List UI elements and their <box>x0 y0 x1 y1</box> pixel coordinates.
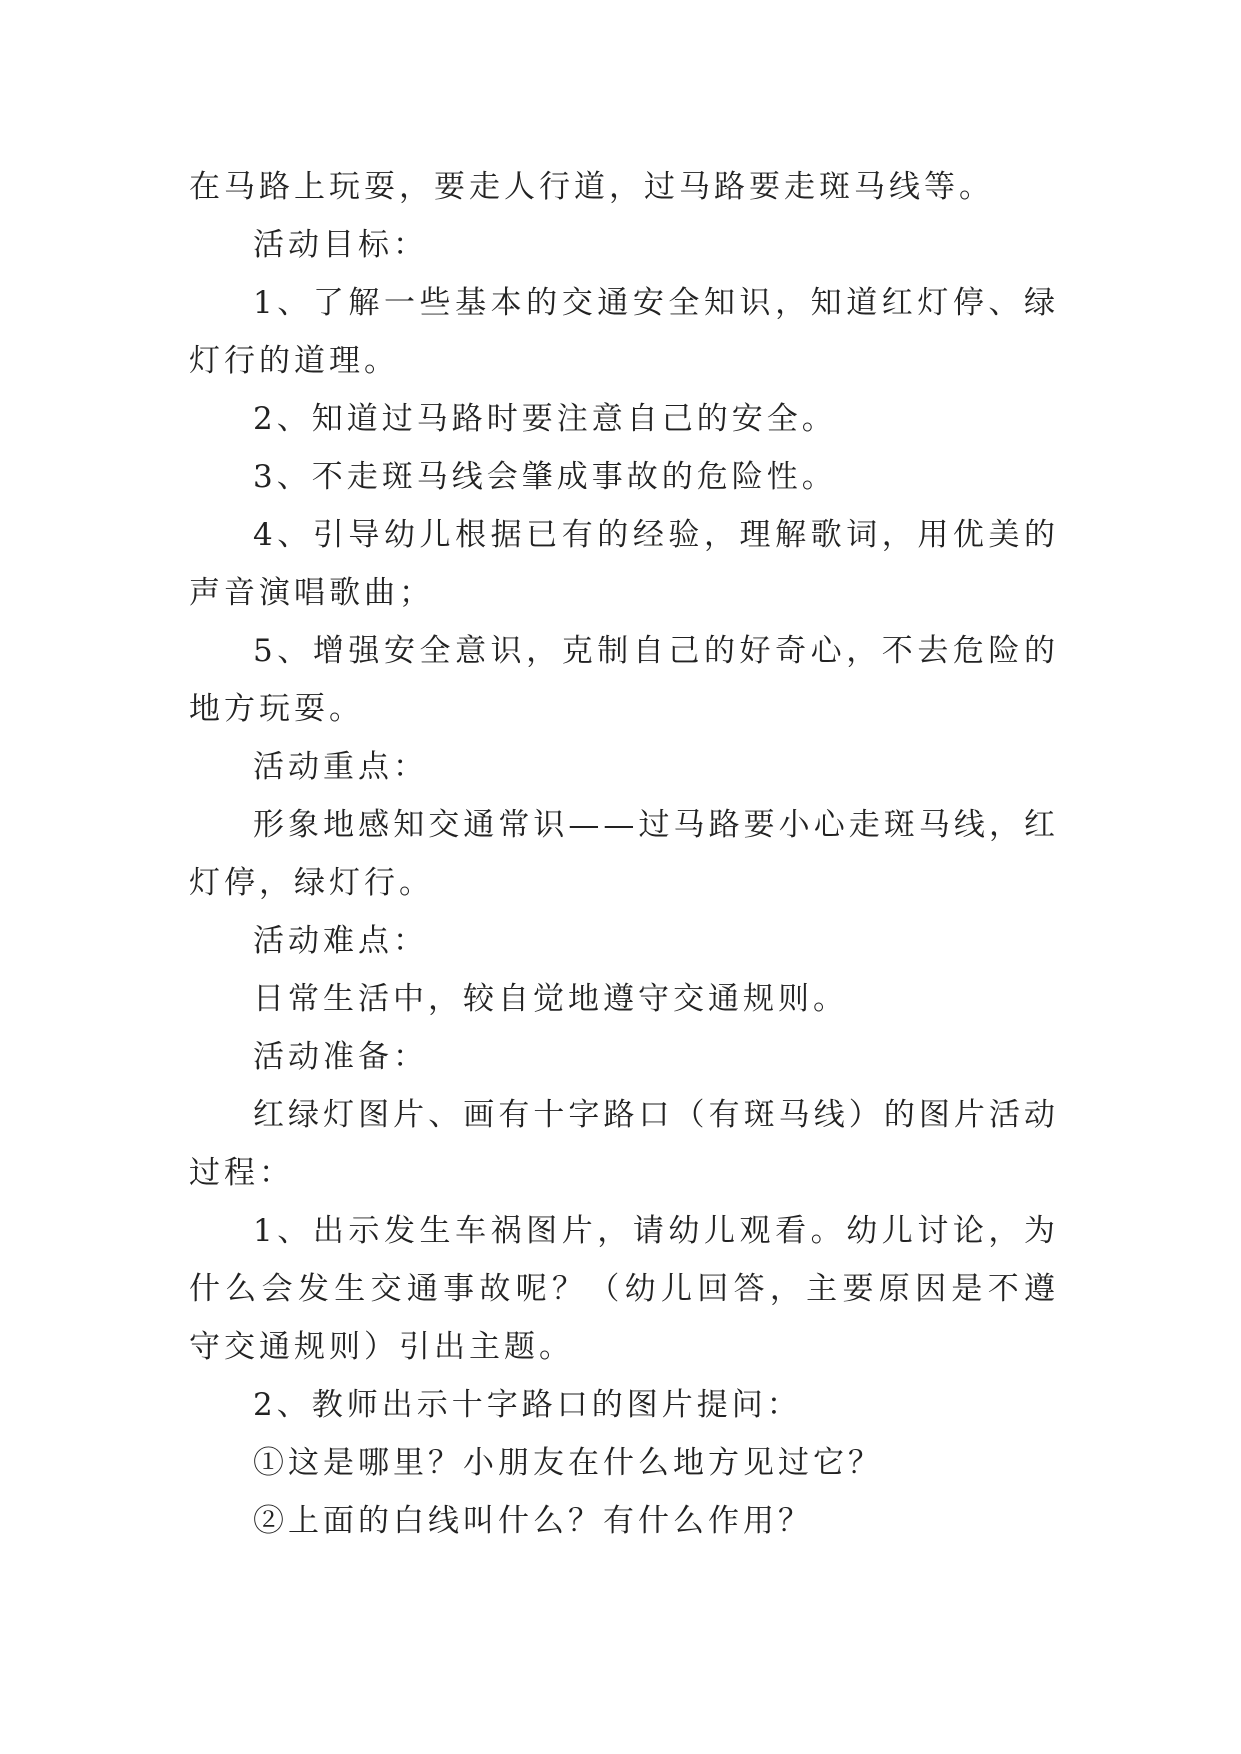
goal-item-4: 4、引导幼儿根据已有的经验，理解歌词，用优美的声音演唱歌曲； <box>189 517 1059 611</box>
goal-item-3: 3、不走斑马线会肇成事故的危险性。 <box>253 459 837 495</box>
section-heading-difficulties: 活动难点： <box>253 923 428 959</box>
section-heading-preparation: 活动准备： <box>253 1039 428 1075</box>
difficulties-text: 日常生活中，较自觉地遵守交通规则。 <box>253 981 848 1017</box>
section-heading-goals: 活动目标： <box>253 227 428 263</box>
process-step-2: 2、教师出示十字路口的图片提问： <box>253 1387 802 1423</box>
paragraph-continuation: 在马路上玩耍，要走人行道，过马路要走斑马线等。 <box>189 169 994 205</box>
goal-item-2: 2、知道过马路时要注意自己的安全。 <box>253 401 837 437</box>
preparation-text: 红绿灯图片、画有十字路口（有斑马线）的图片活动过程： <box>189 1097 1059 1191</box>
question-1: ①这是哪里？小朋友在什么地方见过它？ <box>253 1445 883 1481</box>
question-2: ②上面的白线叫什么？有什么作用？ <box>253 1503 813 1539</box>
section-heading-key-points: 活动重点： <box>253 749 428 785</box>
goal-item-5: 5、增强安全意识，克制自己的好奇心，不去危险的地方玩耍。 <box>189 633 1059 727</box>
document-body <box>189 158 1059 1550</box>
goal-item-1: 1、了解一些基本的交通安全知识，知道红灯停、绿灯行的道理。 <box>189 285 1059 379</box>
key-points-text: 形象地感知交通常识——过马路要小心走斑马线，红灯停，绿灯行。 <box>189 807 1059 901</box>
process-step-1: 1、出示发生车祸图片，请幼儿观看。幼儿讨论，为什么会发生交通事故呢？（幼儿回答，主要原因是不遵守交通规则）引出主题。 <box>189 1213 1059 1365</box>
